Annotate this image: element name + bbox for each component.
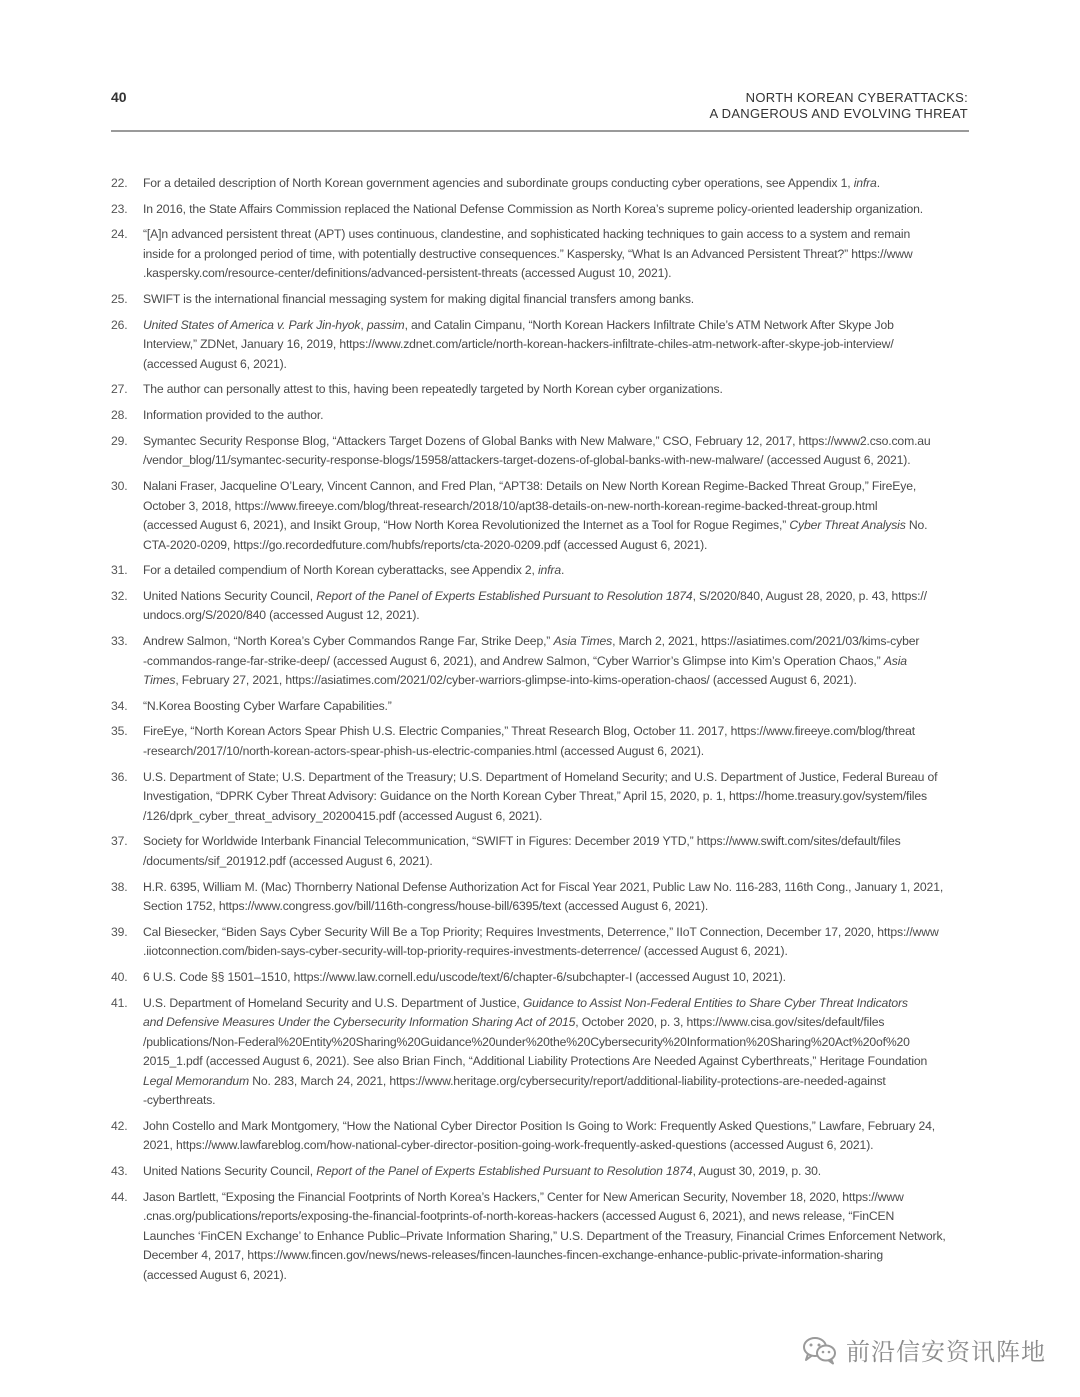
endnote-number: 22. bbox=[111, 176, 128, 190]
endnote-italic-segment: Legal Memorandum bbox=[143, 1073, 249, 1088]
endnote-segment: , bbox=[360, 317, 367, 332]
endnote-text bbox=[143, 968, 971, 988]
endnotes-list bbox=[111, 174, 971, 1291]
endnote-number: 42. bbox=[111, 1118, 128, 1133]
endnote bbox=[111, 587, 971, 626]
endnote bbox=[111, 722, 971, 761]
endnote bbox=[111, 878, 971, 917]
endnote-segment: , August 30, 2019, p. 30. bbox=[692, 1163, 821, 1178]
endnote-text bbox=[143, 994, 971, 1111]
endnote-italic-segment: infra bbox=[853, 176, 877, 190]
endnote-segment: , October 2020, p. 3, https://www.cisa.gov/sites/default/files /publications/Non-Federal%20Entity%20Sharing%20Guidance%20under%20the%20Cybersecurity%20Information%20Sharing%20Act%20of%20 2015_1.pdf (accessed August 6, 2021). See also Brian Finch, “Additional Liability Protections Are Needed Against Cyberthreats,” Heritage Foundation bbox=[143, 1015, 928, 1069]
endnote bbox=[111, 200, 971, 220]
endnote-segment: United Nations Security Council, bbox=[143, 588, 317, 603]
endnote-text bbox=[143, 1162, 971, 1182]
endnote-number: 26. bbox=[111, 317, 128, 332]
endnote-text bbox=[143, 697, 971, 717]
endnote-text bbox=[143, 923, 971, 962]
endnote-italic-segment: Cyber Threat Analysis bbox=[789, 518, 906, 532]
endnote-text bbox=[143, 722, 971, 761]
endnote-segment: , February 27, 2021, https://asiatimes.com/2021/02/cyber-warriors-glimpse-into-kims-operation-chaos/ (accessed August 6, 2021). bbox=[175, 673, 857, 688]
endnote-italic-segment: Report of the Panel of Experts Established Pursuant to Resolution 1874 bbox=[316, 588, 693, 603]
wechat-logo-icon bbox=[802, 1335, 838, 1365]
endnote-number: 39. bbox=[111, 924, 128, 939]
endnote-number: 31. bbox=[111, 563, 128, 578]
endnote bbox=[111, 1162, 971, 1182]
endnote-number: 30. bbox=[111, 479, 128, 493]
endnote-text bbox=[143, 632, 971, 691]
endnote-segment: , S/2020/840, August 28, 2020, p. 43, https:// undocs.org/S/2020/840 (accessed August 12, 2021). bbox=[143, 588, 927, 623]
endnote-segment: SWIFT is the international financial messaging system for making digital financial transfers among banks. bbox=[143, 292, 695, 307]
endnote-number: 43. bbox=[111, 1163, 128, 1178]
endnote-segment: The author can personally attest to this, having been repeatedly targeted by North Korean cyber organizations. bbox=[143, 382, 723, 397]
endnote-segment: Nalani Fraser, Jacqueline O’Leary, Vincent Cannon, and Fred Plan, “APT38: Details on New North Korean Regime-Backed Threat Group,” FireEye, October 3, 2018, https://www.fireeye.com/blog/threat-research/2018/10/apt38-details-on-new-north-korean-regime-backed-threat-group.html (accessed August 6, 2021), and Insikt Group, “How North Korea Revolutionized the Internet as a Tool for Rogue Regimes,” bbox=[143, 479, 917, 532]
endnote-number: 28. bbox=[111, 408, 128, 423]
endnote-text bbox=[143, 477, 971, 555]
endnote bbox=[111, 994, 971, 1111]
page-number: 40 bbox=[111, 89, 127, 105]
endnote bbox=[111, 406, 971, 426]
endnote-segment: H.R. 6395, William M. (Mac) Thornberry National Defense Authorization Act for Fiscal Year 2021, Public Law No. 116-283, 116th Cong., January 1, 2021, Section 1752, https://www.congress.gov/bill/116th-congress/house-bill/6395/text (accessed August 6, 2021). bbox=[143, 879, 944, 913]
endnote-segment: Society for Worldwide Interbank Financial Telecommunication, “SWIFT in Figures: December 2019 YTD,” https://www.swift.com/sites/default/files /documents/sif_201912.pdf (accessed August 6, 2021). bbox=[143, 834, 901, 868]
endnote bbox=[111, 923, 971, 962]
endnote-number: 38. bbox=[111, 879, 128, 894]
endnote-segment: Symantec Security Response Blog, “Attackers Target Dozens of Global Banks with New Malware,” CSO, February 12, 2017, https://www2.cso.com.au /vendor_blog/11/symantec-security-response-blogs/15958/attackers-target-dozens-of-global-banks-with-new-malware/ (accessed August 6, 2021). bbox=[143, 433, 931, 468]
endnote-segment: “N.Korea Boosting Cyber Warfare Capabilities.” bbox=[143, 698, 392, 713]
endnote-text bbox=[143, 316, 971, 375]
endnote-italic-segment: Asia Times bbox=[553, 634, 613, 649]
endnote-segment: U.S. Department of State; U.S. Department of the Treasury; U.S. Department of Homeland Security; and U.S. Department of Justice, Federal Bureau of Investigation, “DPRK Cyber Threat Advisory: Guidance on the North Korean Cyber Threat,” April 15, 2020, p. 1, https://home.treasury.gov/system/files /126/dprk_cyber_threat_advisory_20200415.pdf (accessed August 6, 2021). bbox=[143, 769, 938, 823]
endnote-number: 36. bbox=[111, 769, 128, 784]
endnote-segment: For a detailed compendium of North Korean cyberattacks, see Appendix 2, bbox=[143, 563, 538, 578]
endnote-text bbox=[143, 406, 971, 426]
endnote-italic-segment: United States of America v. Park Jin-hyok bbox=[143, 317, 361, 332]
endnote-number: 44. bbox=[111, 1189, 128, 1204]
endnote-segment: “[A]n advanced persistent threat (APT) uses continuous, clandestine, and sophisticated hacking techniques to gain access to a system and remain inside for a prolonged period of time, with potentially destructive consequences.” Kaspersky, “What Is an Advanced Persistent Threat?” https://www .kaspersky.com/resource-center/definitions/advanced-persistent-threats (accessed August 10, 2021). bbox=[143, 227, 913, 281]
endnote-text bbox=[143, 1188, 971, 1286]
watermark bbox=[802, 1332, 1046, 1367]
endnote-segment: . bbox=[876, 176, 880, 190]
endnote-number: 40. bbox=[111, 969, 128, 984]
endnote bbox=[111, 832, 971, 871]
endnote-segment: , March 2, 2021, https://asiatimes.com/2021/03/kims-cyber -commandos-range-far-strike-deep/ (accessed August 6, 2021), and Andrew Salmon, “Cyber Warrior’s Glimpse into Kim’s Operation Chaos,” bbox=[143, 634, 920, 668]
endnote-italic-segment: passim bbox=[366, 317, 405, 332]
endnote-number: 34. bbox=[111, 698, 128, 713]
endnote bbox=[111, 632, 971, 691]
endnote-segment: No. CTA-2020-0209, https://go.recordedfuture.com/hubfs/reports/cta-2020-0209.pdf (accessed August 6, 2021). bbox=[143, 518, 928, 552]
endnote-segment: In 2016, the State Affairs Commission replaced the National Defense Commission as North Korea’s supreme policy-oriented leadership organization. bbox=[143, 201, 924, 216]
endnote-segment: . bbox=[560, 563, 565, 578]
endnote-segment: United Nations Security Council, bbox=[143, 1163, 317, 1178]
endnote bbox=[111, 225, 971, 284]
endnote-segment: For a detailed description of North Korean government agencies and subordinate groups conducting cyber operations, see Appendix 1, bbox=[143, 176, 854, 190]
running-head bbox=[548, 90, 968, 122]
endnote-italic-segment: Asia Times bbox=[143, 653, 907, 688]
endnote bbox=[111, 1188, 971, 1286]
endnote-text bbox=[143, 380, 971, 400]
endnote-number: 41. bbox=[111, 995, 128, 1010]
endnote bbox=[111, 697, 971, 717]
endnote-segment: , and Catalin Cimpanu, “North Korean Hackers Infiltrate Chile’s ATM Network After Skype Job Interview,” ZDNet, January 16, 2019, https://www.zdnet.com/article/north-korean-hackers-infiltrate-chiles-atm-network-after-skype-job-interview/ (accessed August 6, 2021). bbox=[143, 317, 894, 371]
endnote-segment: Cal Biesecker, “Biden Says Cyber Security Will Be a Top Priority; Requires Investments, Deterrence,” IIoT Connection, December 17, 2020, https://www .iiotconnection.com/biden-says-cyber-security-will-top-priority-requires-investments-deterrence/ (accessed August 6, 2021). bbox=[143, 924, 939, 959]
endnote-segment: U.S. Department of Homeland Security and U.S. Department of Justice, bbox=[143, 995, 523, 1010]
endnote-number: 29. bbox=[111, 433, 128, 448]
endnote-number: 27. bbox=[111, 382, 128, 397]
endnote-segment: Information provided to the author. bbox=[143, 408, 324, 423]
endnote-segment: No. 283, March 24, 2021, https://www.heritage.org/cybersecurity/report/additional-liability-protections-are-needed-against -cyberthreats. bbox=[143, 1073, 886, 1108]
endnote-text bbox=[143, 832, 971, 871]
endnote bbox=[111, 432, 971, 471]
endnote-text bbox=[143, 225, 971, 284]
endnote bbox=[111, 290, 971, 310]
endnote-segment: 6 U.S. Code §§ 1501–1510, https://www.law.cornell.edu/uscode/text/6/chapter-6/subchapter-I (accessed August 10, 2021). bbox=[143, 969, 786, 984]
endnote-text bbox=[143, 561, 971, 581]
endnote-italic-segment: Report of the Panel of Experts Established Pursuant to Resolution 1874 bbox=[316, 1163, 693, 1178]
endnote-number: 32. bbox=[111, 588, 128, 603]
endnote-number: 35. bbox=[111, 724, 128, 739]
header-rule bbox=[111, 130, 969, 132]
endnote-text bbox=[143, 878, 971, 917]
endnote-text bbox=[143, 200, 971, 220]
endnote-number: 25. bbox=[111, 292, 128, 307]
endnote bbox=[111, 1117, 971, 1156]
endnote-segment: Jason Bartlett, “Exposing the Financial Footprints of North Korea’s Hackers,” Center for New American Security, November 18, 2020, https://www .cnas.org/publications/reports/exposing-the-financial-footprints-of-north-koreas-hackers (accessed August 6, 2021), and news release, “FinCEN Launches ‘FinCEN Exchange’ to Enhance Public–Private Information Sharing,” U.S. Department of the Treasury, Financial Crimes Enforcement Network, December 4, 2017, https://www.fincen.gov/news/news-releases/fincen-launches-fincen-exchange-enhance-public-private-information-sharing (accessed August 6, 2021). bbox=[143, 1189, 946, 1282]
endnote-text bbox=[143, 290, 971, 310]
watermark-text: 前沿信安资讯阵地 bbox=[846, 1338, 1046, 1366]
endnote-segment: John Costello and Mark Montgomery, “How the National Cyber Director Position Is Going to Work: Frequently Asked Questions,” Lawfare, February 24, 2021, https://www.lawfareblog.com/how-national-cyber-director-position-going-work-frequently-asked-questions (accessed August 6, 2021). bbox=[143, 1118, 936, 1153]
endnote bbox=[111, 561, 971, 581]
endnote-segment: Andrew Salmon, “North Korea’s Cyber Commandos Range Far, Strike Deep,” bbox=[143, 634, 554, 649]
endnote bbox=[111, 316, 971, 375]
endnote bbox=[111, 477, 971, 555]
running-head-line-2: A DANGEROUS AND EVOLVING THREAT bbox=[709, 106, 968, 121]
endnote-number: 33. bbox=[111, 634, 128, 649]
endnote-number: 24. bbox=[111, 227, 128, 242]
endnote-text bbox=[143, 432, 971, 471]
endnote-text bbox=[143, 174, 971, 194]
endnote-segment: FireEye, “North Korean Actors Spear Phish U.S. Electric Companies,” Threat Research Blog, October 11. 2017, https://www.fireeye.com/blog/threat -research/2017/10/north-korean-actors-spear-phish-us-electric-companies.html (accessed August 6, 2021). bbox=[143, 724, 915, 758]
endnote-text bbox=[143, 1117, 971, 1156]
endnote-text bbox=[143, 587, 971, 626]
running-head-line-1: NORTH KOREAN CYBERATTACKS: bbox=[745, 90, 968, 105]
endnote-text bbox=[143, 768, 971, 827]
endnote bbox=[111, 968, 971, 988]
endnote-number: 23. bbox=[111, 201, 128, 216]
endnote-number: 37. bbox=[111, 834, 128, 849]
endnote bbox=[111, 380, 971, 400]
endnote-italic-segment: Guidance to Assist Non-Federal Entities to Share Cyber Threat Indicators and Defensive Measures Under the Cybersecurity Information Sharing Act of 2015 bbox=[143, 995, 908, 1030]
endnote-italic-segment: infra bbox=[538, 563, 561, 578]
endnote bbox=[111, 174, 971, 194]
endnote bbox=[111, 768, 971, 827]
